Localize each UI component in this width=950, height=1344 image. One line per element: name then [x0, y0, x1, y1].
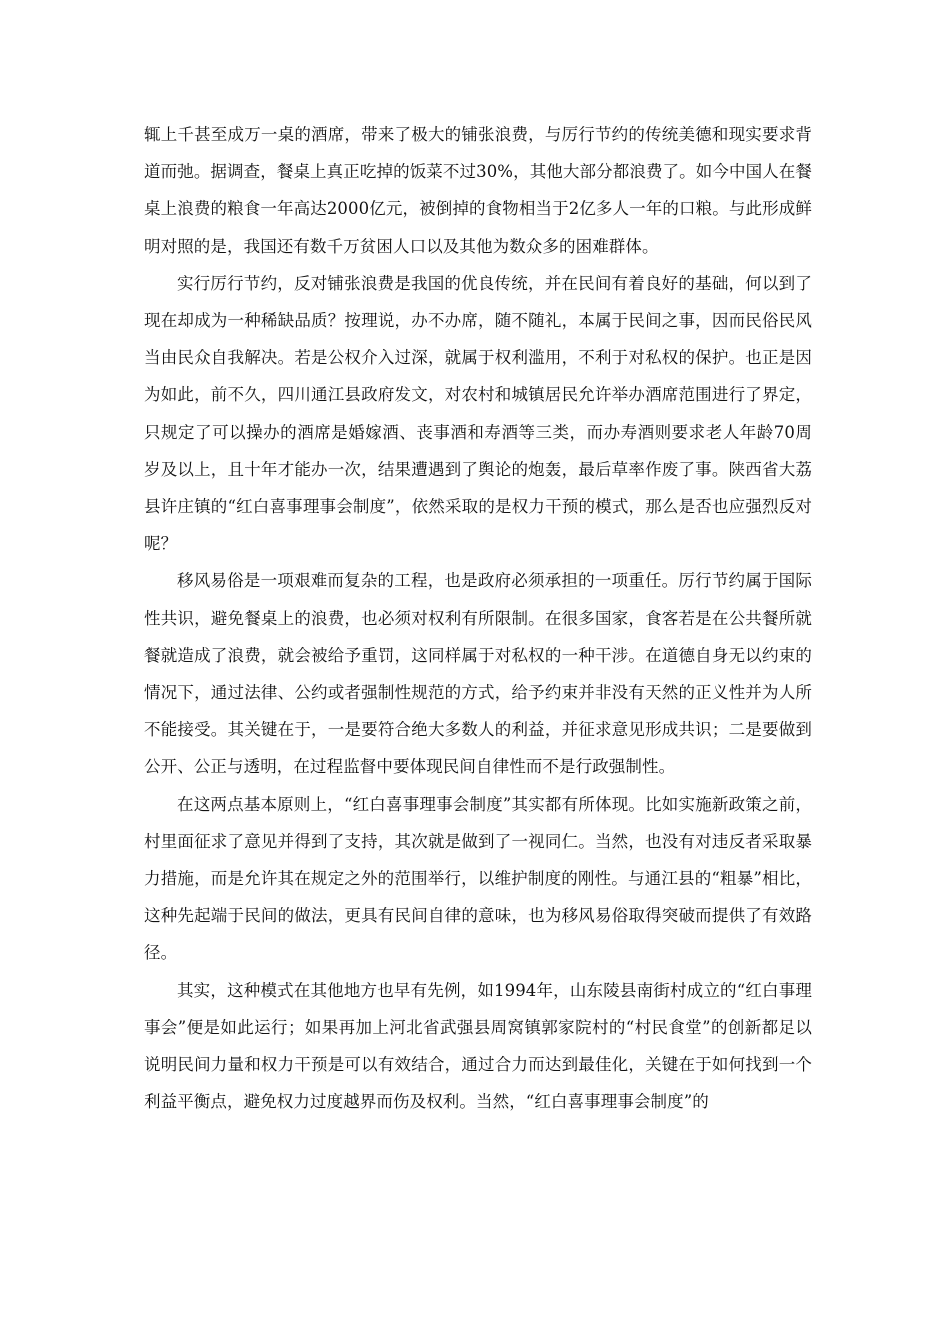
- paragraph-2: 实行厉行节约，反对铺张浪费是我国的优良传统，并在民间有着良好的基础，何以到了现在却成为一种稀缺品质？按理说，办不办席，随不随礼，本属于民间之事，因而民俗民风当由民众自我解决。若是公权介入过深，就属于权利滥用，不利于对私权的保护。也正是因为如此，前不久，四川通江县政府发文，对农村和城镇居民允许举办酒席范围进行了界定，只规定了可以操办的酒席是婚嫁酒、丧事酒和寿酒等三类，而办寿酒则要求老人年龄70周岁及以上，且十年才能办一次，结果遭遇到了舆论的炮轰，最后草率作废了事。陕西省大荔县许庄镇的“红白喜事理事会制度”，依然采取的是权力干预的模式，那么是否也应强烈反对呢？: [144, 273, 812, 554]
- paragraph-5: 其实，这种模式在其他地方也早有先例，如1994年，山东陵县南街村成立的“红白事理事会”便是如此运行；如果再加上河北省武强县周窝镇郭家院村的“村民食堂”的创新都足以说明民间力量和权力干预是可以有效结合，通过合力而达到最佳化，关键在于如何找到一个利益平衡点，避免权力过度越界而伤及权利。当然，“红白喜事理事会制度”的: [144, 980, 812, 1112]
- document-body: [144, 116, 812, 1120]
- paragraph-3: 移风易俗是一项艰难而复杂的工程，也是政府必须承担的一项重任。厉行节约属于国际性共识，避免餐桌上的浪费，也必须对权利有所限制。在很多国家，食客若是在公共餐所就餐就造成了浪费，就会被给予重罚，这同样属于对私权的一种干涉。在道德自身无以约束的情况下，通过法律、公约或者强制性规范的方式，给予约束并非没有天然的正义性并为人所不能接受。其关键在于，一是要符合绝大多数人的利益，并征求意见形成共识；二是要做到公开、公正与透明，在过程监督中要体现民间自律性而不是行政强制性。: [144, 571, 812, 777]
- paragraph-4: 在这两点基本原则上，“红白喜事理事会制度”其实都有所体现。比如实施新政策之前，村里面征求了意见并得到了支持，其次就是做到了一视同仁。当然，也没有对违反者采取暴力措施，而是允许其在规定之外的范围举行，以维护制度的刚性。与通江县的“粗暴”相比，这种先起端于民间的做法，更具有民间自律的意味，也为移风易俗取得突破而提供了有效路径。: [144, 794, 812, 963]
- paragraph-1: 辄上千甚至成万一桌的酒席，带来了极大的铺张浪费，与厉行节约的传统美德和现实要求背道而弛。据调查，餐桌上真正吃掉的饭菜不过30%，其他大部分都浪费了。如今中国人在餐桌上浪费的粮食一年高达2000亿元，被倒掉的食物相当于2亿多人一年的口粮。与此形成鲜明对照的是，我国还有数千万贫困人口以及其他为数众多的困难群体。: [144, 125, 812, 256]
